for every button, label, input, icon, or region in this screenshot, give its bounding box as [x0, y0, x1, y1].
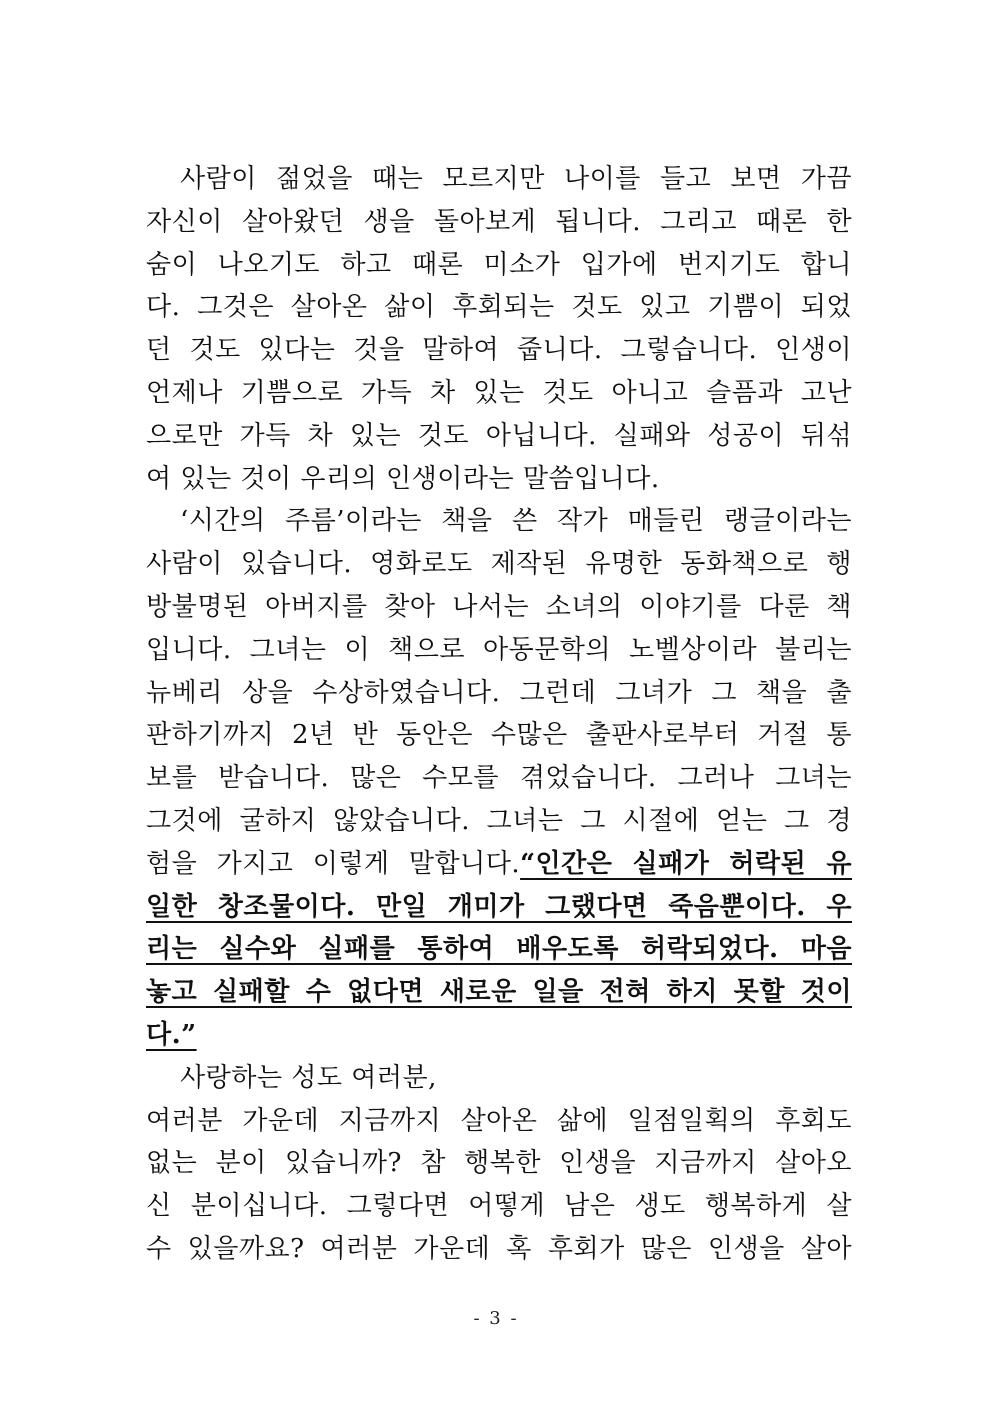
quote-line-2-text: 일한 창조물이다. 만일 개미가 그랬다면 죽음뿐이다. 우 [146, 891, 852, 922]
paragraph-3-line-1: 여러분 가운데 지금까지 살아온 삶에 일점일획의 후회도 [146, 1105, 852, 1136]
quote-start-text: “인간은 실패가 허락된 유 [520, 848, 852, 879]
paragraph-1-line-7: 으로만 가득 차 있는 것도 아닙니다. 실패와 성공이 뒤섞 [146, 420, 852, 451]
paragraph-1-line-1: 사람이 젊었을 때는 모르지만 나이를 들고 보면 가끔 [180, 164, 852, 194]
quote-line-4 [146, 971, 852, 1014]
quote-line-5 [146, 1014, 852, 1057]
quote-line-2 [146, 886, 852, 929]
paragraph-3-line-4: 수 있을까요? 여러분 가운데 혹 후회가 많은 인생을 살아 [146, 1233, 852, 1264]
page-number: - 3 - [473, 1308, 519, 1329]
paragraph-2-line-6: 판하기까지 2년 반 동안은 수많은 출판사로부터 거절 통 [146, 720, 852, 751]
paragraph-1-line-8: 여 있는 것이 우리의 인생이라는 말씀입니다. [146, 463, 660, 494]
quote-line-3-text: 리는 실수와 실패를 통하여 배우도록 허락되었다. 마음 [146, 934, 852, 965]
paragraph-3-line-2: 없는 분이 있습니까? 참 행복한 인생을 지금까지 살아오 [146, 1148, 852, 1179]
paragraph-2-line-3: 방불명된 아버지를 찾아 나서는 소녀의 이야기를 다룬 책 [146, 591, 852, 622]
quote-line-4-text: 놓고 실패할 수 없다면 새로운 일을 전혀 하지 못할 것이 [146, 977, 852, 1008]
paragraph-2-line-7: 보를 받습니다. 많은 수모를 겪었습니다. 그러나 그녀는 [146, 763, 852, 794]
paragraph-1-line-5: 던 것도 있다는 것을 말하여 줍니다. 그렇습니다. 인생이 [146, 335, 852, 366]
paragraph-2-line-2: 사람이 있습니다. 영화로도 제작된 유명한 동화책으로 행 [146, 549, 852, 580]
paragraph-3-line-3: 신 분이십니다. 그렇다면 어떻게 남은 생도 행복하게 살 [146, 1191, 852, 1222]
paragraph-2-line-8: 그것에 굴하지 않았습니다. 그녀는 그 시절에 얻는 그 경 [146, 805, 852, 836]
paragraph-2-line-1: ‘시간의 주름’이라는 책을 쓴 작가 매들린 랭글이라는 [180, 506, 852, 537]
paragraph-1-line-4: 다. 그것은 살아온 삶이 후회되는 것도 있고 기쁨이 되었 [146, 292, 852, 323]
paragraph-2-line-9 [146, 843, 852, 886]
paragraph-1-line-2: 자신이 살아왔던 생을 돌아보게 됩니다. 그리고 때론 한 [146, 206, 852, 237]
paragraph-1-line-3: 숨이 나오기도 하고 때론 미소가 입가에 번지기도 합니 [146, 249, 852, 280]
paragraph-2-line-4: 입니다. 그녀는 이 책으로 아동문학의 노벨상이라 불리는 [146, 634, 852, 665]
quote-intro-text: 험을 가지고 이렇게 말합니다. [146, 848, 521, 879]
quote-line-5-text: 다.” [146, 1019, 197, 1050]
quote-line-3 [146, 928, 852, 971]
paragraph-1-line-6: 언제나 기쁨으로 가득 차 있는 것도 아니고 슬픔과 고난 [146, 377, 852, 408]
greeting-line: 사랑하는 성도 여러분, [180, 1062, 437, 1093]
body-text [146, 158, 852, 1271]
paragraph-2-line-5: 뉴베리 상을 수상하였습니다. 그런데 그녀가 그 책을 출 [146, 677, 852, 708]
